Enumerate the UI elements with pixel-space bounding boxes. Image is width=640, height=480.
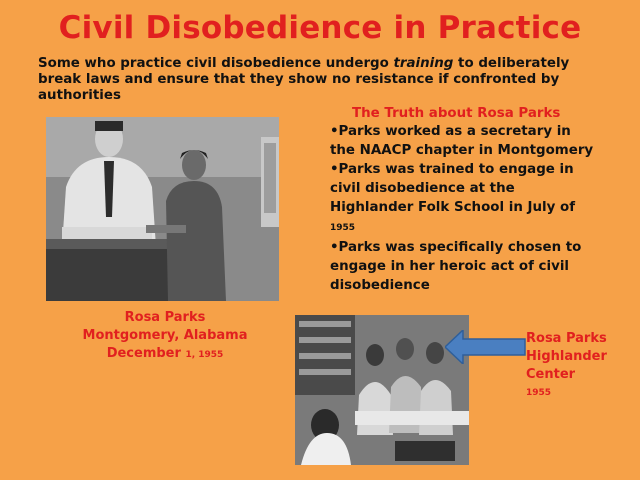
caption-place: Montgomery, Alabama xyxy=(82,328,248,343)
caption-date xyxy=(80,345,250,364)
truth-bullet-text: •Parks was trained to engage in civil disobedience at the Highlander Folk School in July of xyxy=(330,162,576,215)
truth-bullet-list xyxy=(330,122,600,295)
truth-bullet-text: •Parks was specifically chosen to engage in her heroic act of civil disobedience xyxy=(330,240,582,293)
truth-bullet-text: •Parks worked as a secretary in the NAACP chapter in Montgomery xyxy=(330,124,594,158)
highlander-photo-caption xyxy=(526,330,616,402)
caption-place: Highlander xyxy=(526,349,607,364)
caption-name: Rosa Parks xyxy=(526,331,607,346)
arrest-photo-caption xyxy=(80,309,250,364)
intro-text xyxy=(38,56,608,104)
caption-date-text: December xyxy=(106,346,186,361)
rosa-parks-arrest-photo xyxy=(46,117,279,301)
truth-bullet xyxy=(330,122,600,160)
intro-text-before: Some who practice civil disobedience undergo xyxy=(38,56,394,71)
truth-bullet-year: 1955 xyxy=(330,223,356,233)
highlander-center-photo xyxy=(295,315,469,465)
intro-text-after: to deliberately break laws and ensure that they show no resistance if confronted by authorities xyxy=(38,56,570,103)
slide-title: Civil Disobedience in Practice xyxy=(58,10,582,46)
caption-name: Rosa Parks xyxy=(124,310,206,325)
truth-bullet xyxy=(330,160,600,238)
intro-emphasis: training xyxy=(393,56,454,71)
left-arrow-icon xyxy=(445,330,527,364)
caption-date-small: 1, 1955 xyxy=(185,350,224,360)
caption-place-2: Center xyxy=(526,367,576,382)
caption-year: 1955 xyxy=(526,388,552,398)
truth-heading: The Truth about Rosa Parks xyxy=(352,106,561,121)
truth-bullet xyxy=(330,238,600,295)
